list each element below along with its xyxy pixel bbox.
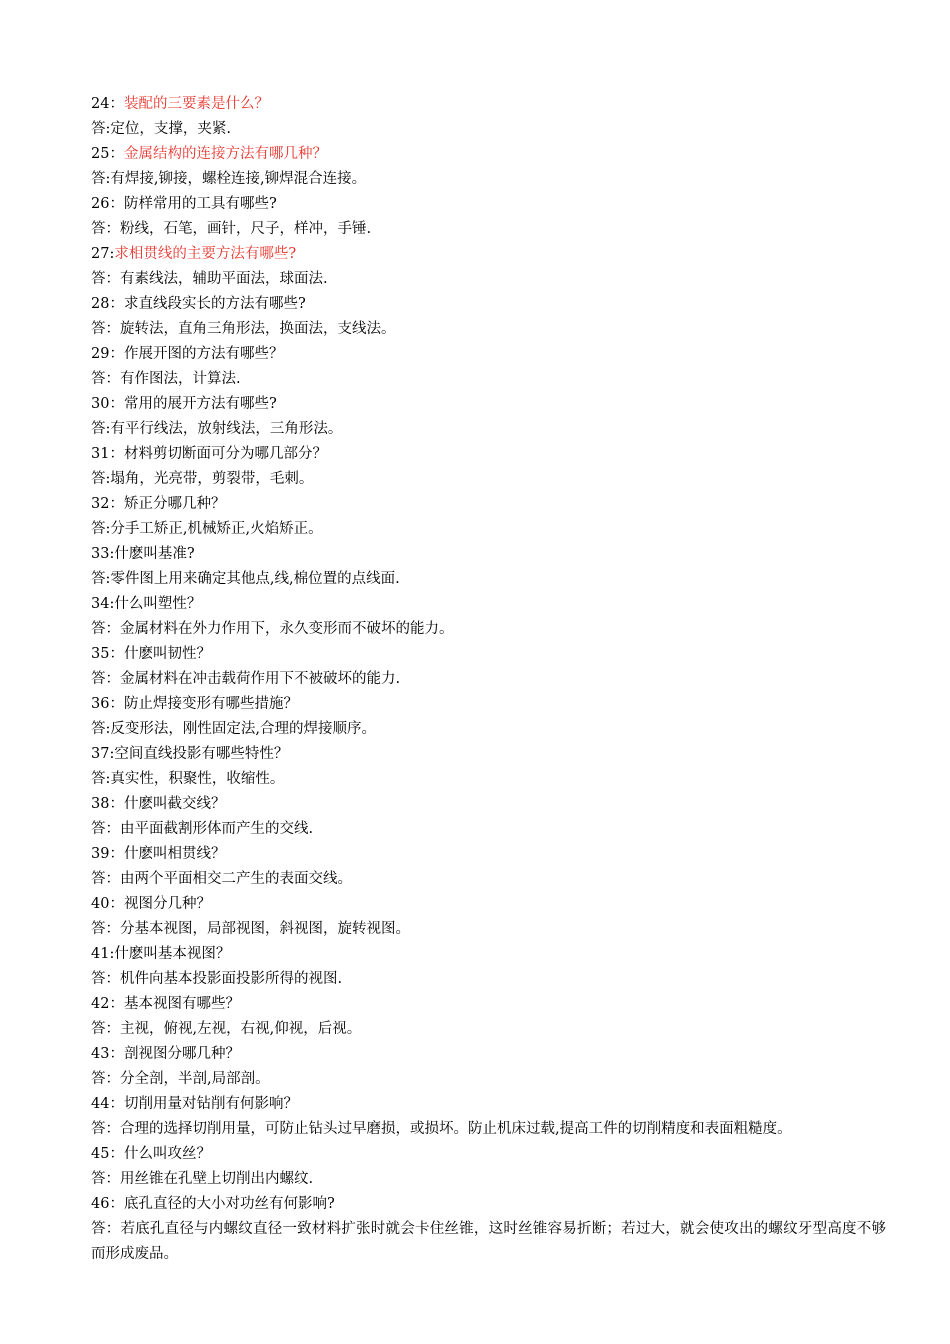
- line-text: 答：用丝锥在孔壁上切削出内螺纹.: [91, 1171, 314, 1187]
- line-text: 答:塌角，光亮带，剪裂带，毛刺。: [91, 471, 314, 487]
- line-text: 答：分基本视图，局部视图，斜视图，旋转视图。: [91, 921, 410, 937]
- line-text: 金属结构的连接方法有哪几种？: [123, 146, 327, 162]
- question-line: [91, 642, 886, 667]
- question-number: 25：: [91, 146, 124, 162]
- question-number: 27:: [91, 246, 115, 262]
- line-text: 答:反变形法，刚性固定法,合理的焊接顺序。: [91, 721, 376, 737]
- line-text: 答：若底孔直径与内螺纹直径一致材料扩张时就会卡住丝锥，这时丝锥容易折断；若过大，就会使攻出的螺纹牙型高度不够而形成废品。: [91, 1221, 886, 1262]
- answer-line: [91, 167, 886, 192]
- question-line: [91, 1042, 886, 1067]
- line-text: 答：粉线，石笔，画针，尺子，样冲，手锤.: [91, 221, 372, 237]
- answer-line: [91, 567, 886, 592]
- question-line: [91, 842, 886, 867]
- line-text: 答：金属材料在冲击载荷作用下不被破坏的能力.: [91, 671, 401, 687]
- line-text: 26：防样常用的工具有哪些?: [91, 196, 277, 212]
- question-line: [91, 992, 886, 1017]
- question-line: [91, 592, 886, 617]
- line-text: 答:定位，支撑，夹紧.: [91, 121, 231, 137]
- answer-line: [91, 517, 886, 542]
- question-line: [91, 392, 886, 417]
- line-text: 答：机件向基本投影面投影所得的视图.: [91, 971, 343, 987]
- line-text: 41:什麽叫基本视图？: [91, 946, 231, 962]
- question-line: [91, 542, 886, 567]
- line-text: 46：底孔直径的大小对功丝有何影响?: [91, 1196, 335, 1212]
- answer-line: [91, 217, 886, 242]
- line-text: 36：防止焊接变形有哪些措施？: [91, 696, 298, 712]
- line-text: 38：什麽叫截交线？: [91, 796, 226, 812]
- answer-line: [91, 1167, 886, 1192]
- answer-line: [91, 417, 886, 442]
- answer-line: [91, 367, 886, 392]
- line-text: 答：由两个平面相交二产生的表面交线。: [91, 871, 352, 887]
- line-text: 43：剖视图分哪几种？: [91, 1046, 240, 1062]
- question-line: [91, 142, 886, 167]
- line-text: 答：合理的选择切削用量，可防止钻头过早磨损，或损坏。防止机床过载,提高工件的切削精度和表面粗糙度。: [91, 1121, 792, 1137]
- line-text: 答:有焊接,铆接，螺栓连接,铆焊混合连接。: [91, 171, 367, 187]
- line-text: 30：常用的展开方法有哪些?: [91, 396, 277, 412]
- question-number: 24：: [91, 96, 124, 112]
- line-text: 37:空间直线投影有哪些特性？: [91, 746, 289, 762]
- answer-line: [91, 617, 886, 642]
- line-text: 40：视图分几种？: [91, 896, 211, 912]
- line-text: 答:真实性，积聚性，收缩性。: [91, 771, 285, 787]
- question-line: [91, 342, 886, 367]
- question-line: [91, 1142, 886, 1167]
- line-text: 答:有平行线法，放射线法，三角形法。: [91, 421, 343, 437]
- line-text: 45：什么叫攻丝？: [91, 1146, 211, 1162]
- question-line: [91, 92, 886, 117]
- line-text: 答:零件图上用来确定其他点,线,棉位置的点线面.: [91, 571, 400, 587]
- line-text: 答：有作图法，计算法.: [91, 371, 241, 387]
- answer-line: [91, 1067, 886, 1092]
- question-line: [91, 292, 886, 317]
- answer-line: [91, 667, 886, 692]
- line-text: 答：金属材料在外力作用下，永久变形而不破坏的能力。: [91, 621, 454, 637]
- question-line: [91, 692, 886, 717]
- line-text: 31：材料剪切断面可分为哪几部分？: [91, 446, 327, 462]
- question-line: [91, 892, 886, 917]
- line-text: 29：作展开图的方法有哪些？: [91, 346, 284, 362]
- answer-line: [91, 317, 886, 342]
- answer-line: [91, 867, 886, 892]
- question-line: [91, 942, 886, 967]
- answer-line: [91, 817, 886, 842]
- question-line: [91, 1192, 886, 1217]
- answer-line: [91, 1017, 886, 1042]
- answer-line: [91, 1217, 886, 1267]
- question-line: [91, 192, 886, 217]
- answer-line: [91, 1117, 886, 1142]
- question-line: [91, 792, 886, 817]
- question-line: [91, 242, 886, 267]
- line-text: 装配的三要素是什么？: [123, 96, 269, 112]
- line-text: 34:什么叫塑性？: [91, 596, 202, 612]
- answer-line: [91, 717, 886, 742]
- question-line: [91, 1092, 886, 1117]
- line-text: 28：求直线段实长的方法有哪些?: [91, 296, 306, 312]
- answer-line: [91, 117, 886, 142]
- line-text: 42：基本视图有哪些？: [91, 996, 240, 1012]
- answer-line: [91, 467, 886, 492]
- line-text: 答：主视，俯视,左视，右视,仰视，后视。: [91, 1021, 362, 1037]
- line-text: 求相贯线的主要方法有哪些?: [114, 246, 297, 262]
- line-text: 33:什麽叫基准?: [91, 546, 195, 562]
- question-line: [91, 742, 886, 767]
- line-text: 答：分全剖，半剖,局部剖。: [91, 1071, 270, 1087]
- line-text: 答：由平面截割形体而产生的交线.: [91, 821, 314, 837]
- answer-line: [91, 267, 886, 292]
- line-text: 44：切削用量对钻削有何影响？: [91, 1096, 298, 1112]
- answer-line: [91, 767, 886, 792]
- question-line: [91, 492, 886, 517]
- line-text: 答：旋转法，直角三角形法，换面法，支线法。: [91, 321, 396, 337]
- document-body: [91, 92, 886, 1267]
- line-text: 32：矫正分哪几种？: [91, 496, 226, 512]
- line-text: 答:分手工矫正,机械矫正,火焰矫正。: [91, 521, 323, 537]
- answer-line: [91, 967, 886, 992]
- question-line: [91, 442, 886, 467]
- answer-line: [91, 917, 886, 942]
- line-text: 39：什麽叫相贯线？: [91, 846, 226, 862]
- line-text: 答：有素线法，辅助平面法，球面法.: [91, 271, 328, 287]
- line-text: 35：什麽叫韧性？: [91, 646, 211, 662]
